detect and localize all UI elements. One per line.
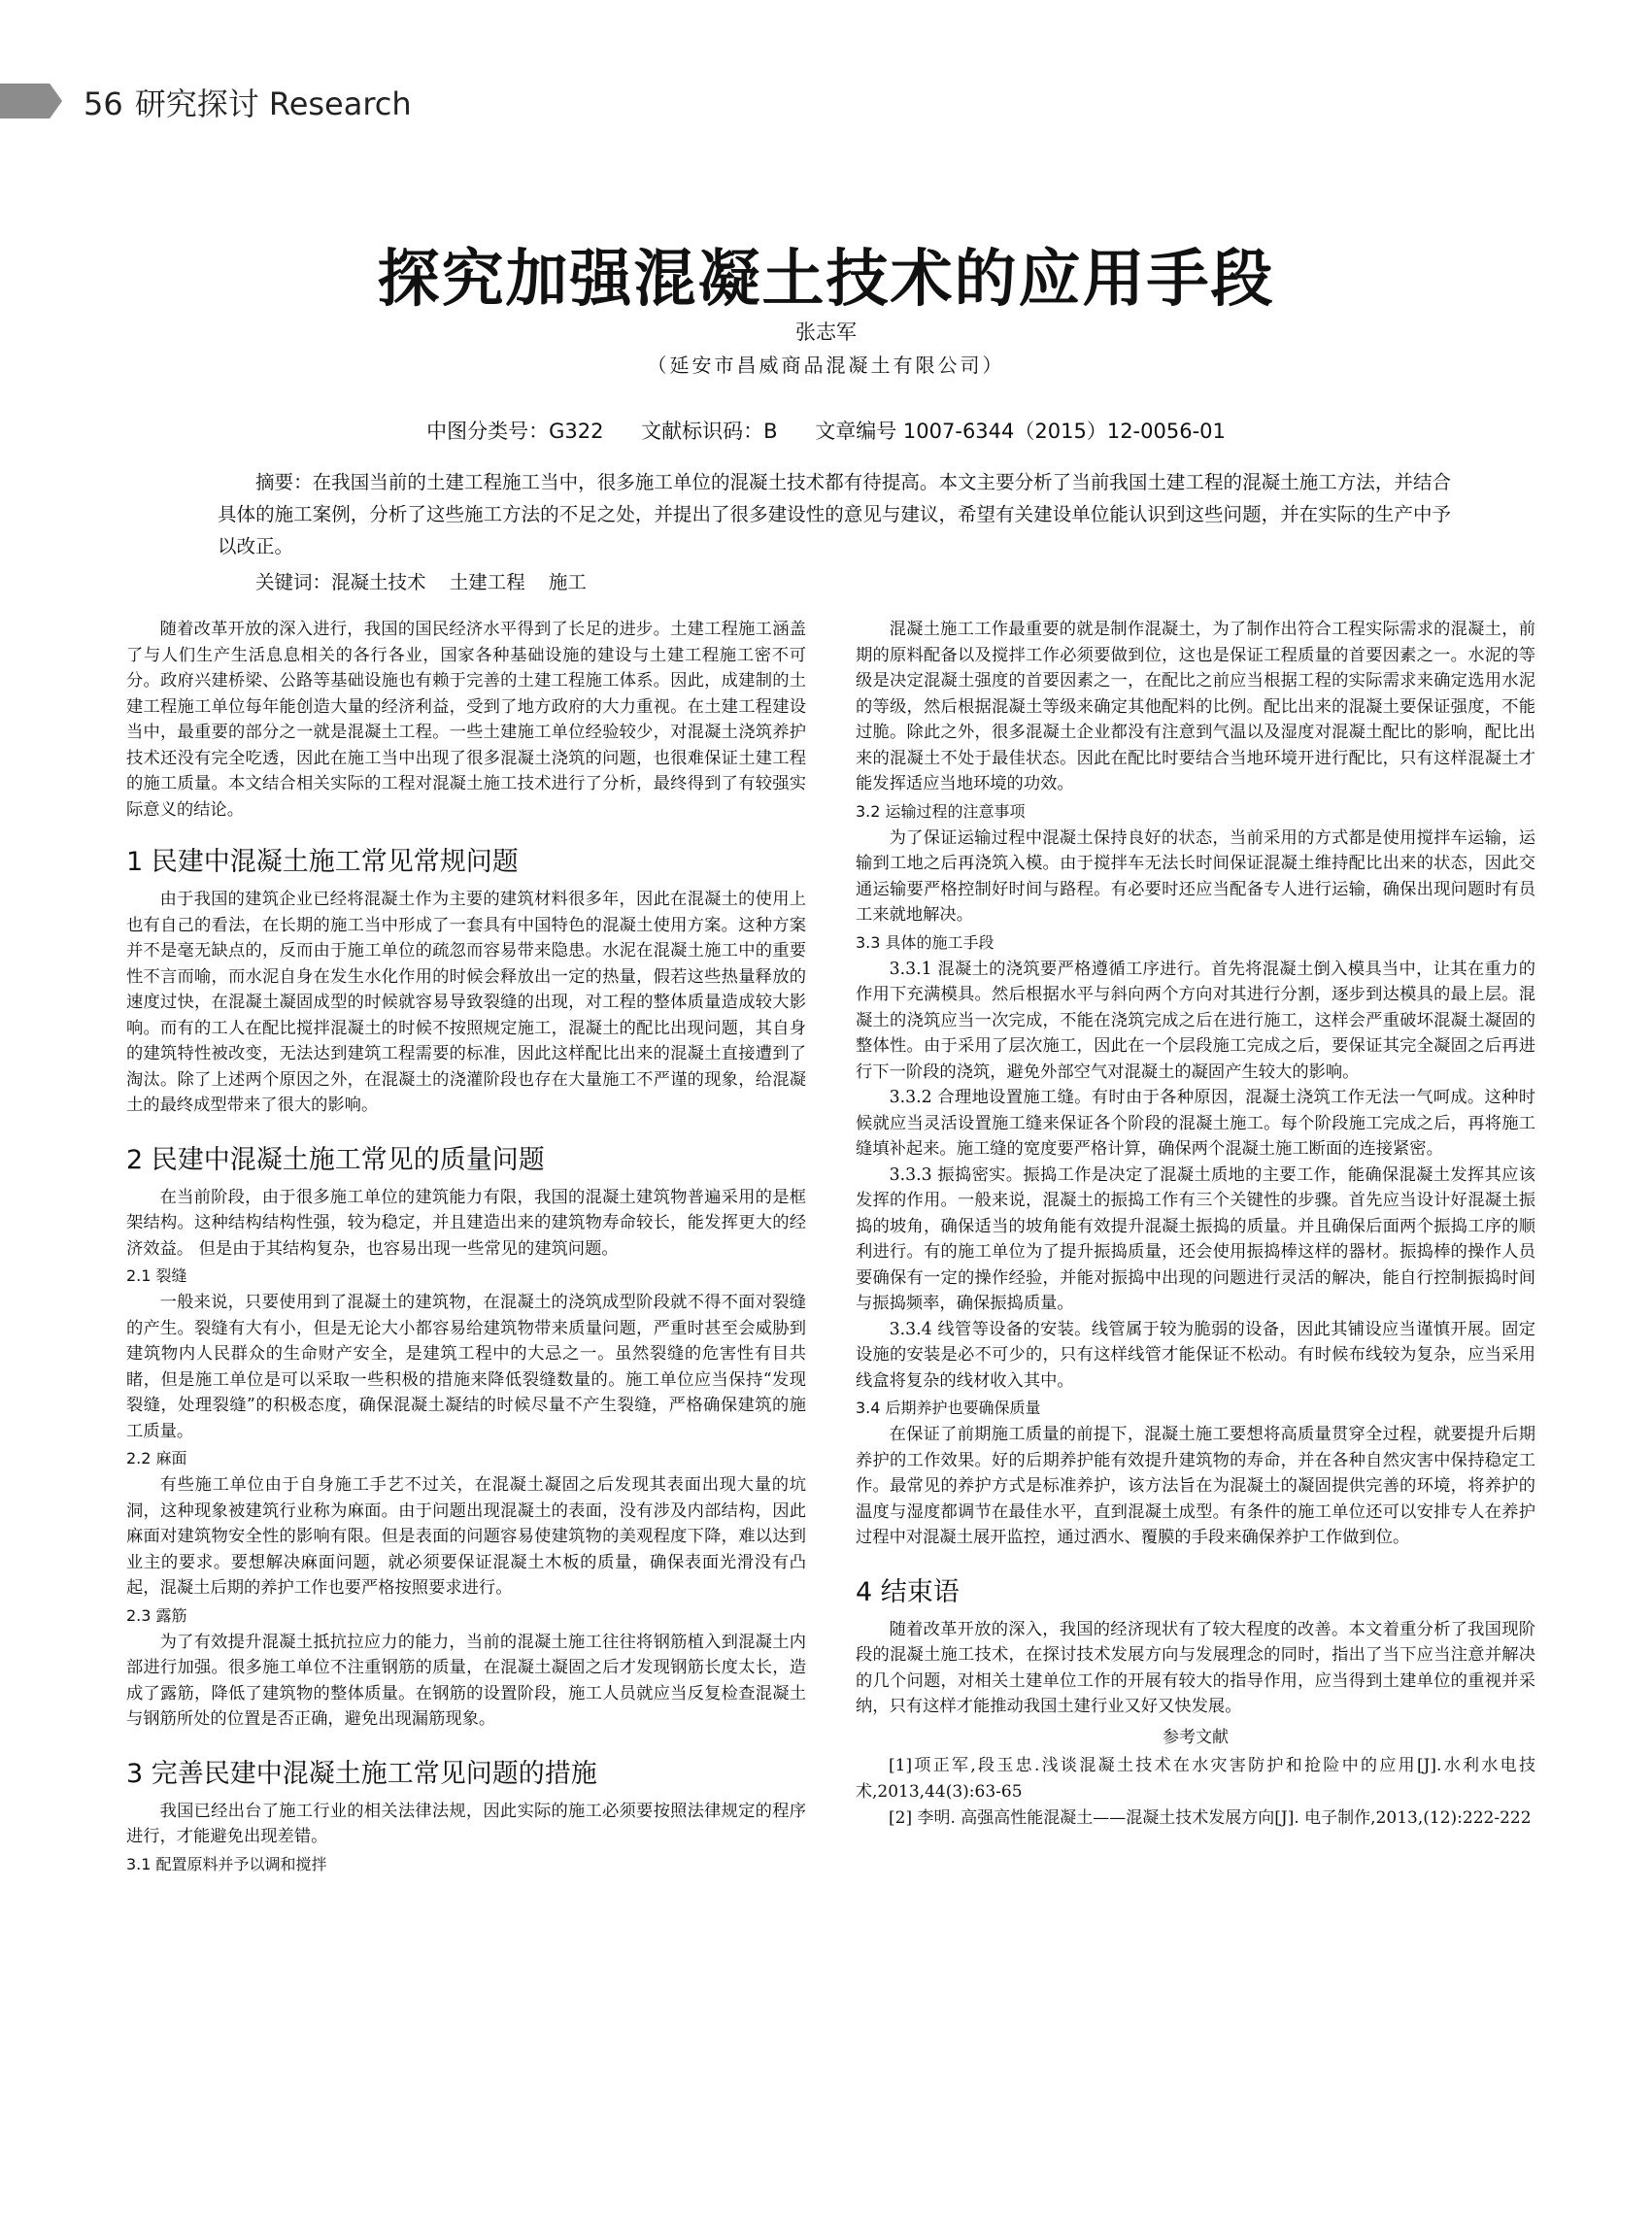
section-3-3-heading: 3.3 具体的施工手段 xyxy=(856,932,995,952)
section-2-3-paragraph: 为了有效提升混凝土抵抗拉应力的能力，当前的混凝土施工往往将钢筋植入到混凝土内部进行加强。很多施工单位不注重钢筋的质量，在混凝土凝固之后才发现钢筋长度太长，造成了露筋，降低了建筑物的整体质量。在钢筋的设置阶段，施工人员就应当反复检查混凝土与钢筋所处的位置是否正确，避免出现漏筋现象。 xyxy=(126,1632,806,1729)
section-3-4-heading: 3.4 后期养护也要确保质量 xyxy=(856,1399,1041,1417)
section-2-2-paragraph: 有些施工单位由于自身施工手艺不过关，在混凝土凝固之后发现其表面出现大量的坑洞，这种现象被建筑行业称为麻面。由于问题出现混凝土的表面，没有涉及内部结构，因此麻面对建筑物安全性的影响有限。但是表面的问题容易使建筑物的美观程度下降，难以达到业主的要求。要想解决麻面问题，就必须要保证混凝土木板的质量，确保表面光滑没有凸起，混凝土后期的养护工作也要严格按照要求进行。 xyxy=(126,1475,806,1598)
reference-item: [1]项正军,段玉忠.浅谈混凝土技术在水灾害防护和抢险中的应用[J].水利水电技术,2013,44(3):63-65 xyxy=(856,1755,1535,1802)
intro-paragraph: 随着改革开放的深入进行，我国的国民经济水平得到了长足的进步。土建工程施工涵盖了与人们生产生活息息相关的各行各业，国家各种基础设施的建设与土建工程施工密不可分。政府兴建桥梁、公路等基础设施也有赖于完善的土建工程施工体系。因此，成建制的土建工程施工单位每年能创造大量的经济利益，受到了地方政府的大力重视。在土建工程建设当中，最重要的部分之一就是混凝土工程。一些土建施工单位经验较少，对混凝土浇筑养护技术还没有完全吃透，因此在施工当中出现了很多混凝土浇筑的问题，也很难保证土建工程的施工质量。本文结合相关实际的工程对混凝土施工技术进行了分析，最终得到了有较强实际意义的结论。 xyxy=(126,620,806,820)
section-2-1-paragraph: 一般来说，只要使用到了混凝土的建筑物，在混凝土的浇筑成型阶段就不得不面对裂缝的产生。裂缝有大有小，但是无论大小都容易给建筑物带来质量问题，严重时甚至会威胁到建筑物内人民群众的生命财产安全，是建筑工程中的大忌之一。虽然裂缝的危害性有目共睹，但是施工单位是可以采取一些积极的措施来降低裂缝数量的。施工单位应当保持“发现裂缝，处理裂缝”的积极态度，确保混凝土凝结的时候尽量不产生裂缝，严格确保建筑的施工质量。 xyxy=(126,1293,806,1441)
keywords: 关键词：混凝土技术 土建工程 施工 xyxy=(255,571,587,593)
author-affiliation: （延安市昌威商品混凝土有限公司） xyxy=(647,354,1005,377)
section-4-heading: 4 结束语 xyxy=(856,1576,960,1607)
section-3-3-4-paragraph: 3.3.4 线管等设备的安装。线管属于较为脆弱的设备，因此其铺设应当谨慎开展。固定设施的安装是必不可少的，只有这样线管才能保证不松动。有时候布线较为复杂，应当采用线盒将复杂的线材收入其中。 xyxy=(856,1319,1535,1391)
right-column xyxy=(856,617,1535,1832)
section-4-paragraph: 随着改革开放的深入，我国的经济现状有了较大程度的改善。本文着重分析了我国现阶段的混凝土施工技术，在探讨技术发展方向与发展理念的同时，指出了当下应当注意并解决的几个问题，对相关土建单位工作的开展有较大的指导作用，应当得到土建单位的重视并采纳，只有这样才能推动我国土建行业又好又快发展。 xyxy=(856,1619,1535,1716)
section-3-1-heading: 3.1 配置原料并予以调和搅拌 xyxy=(126,1854,327,1873)
clc-number: 中图分类号：G322 xyxy=(426,420,604,443)
left-column xyxy=(126,617,806,1878)
running-header xyxy=(84,80,412,124)
section-3-2-paragraph: 为了保证运输过程中混凝土保持良好的状态，当前采用的方式都是使用搅拌车运输，运输到工地之后再浇筑入模。由于搅拌车无法长时间保证混凝土维持配比出来的状态，因此交通运输要严格控制好时间与路程。有必要时还应当配备专人进行运输，确保出现问题时有员工来就地解决。 xyxy=(856,827,1535,925)
classification-line xyxy=(0,416,1652,445)
page-number: 56 xyxy=(84,85,123,122)
section-2-1-heading: 2.1 裂缝 xyxy=(126,1266,187,1285)
references-heading: 参考文献 xyxy=(1163,1727,1229,1747)
section-label: 研究探讨 Research xyxy=(134,85,412,122)
section-3-2-heading: 3.2 运输过程的注意事项 xyxy=(856,801,1026,821)
section-3-paragraph: 我国已经出台了施工行业的相关法律法规，因此实际的施工必须要按照法律规定的程序进行，才能避免出现差错。 xyxy=(126,1801,806,1846)
section-1-paragraph: 由于我国的建筑企业已经将混凝土作为主要的建筑材料很多年，因此在混凝土的使用上也有自己的看法，在长期的施工当中形成了一套具有中国特色的混凝土使用方案。这种方案并不是毫无缺点的，反而由于施工单位的疏忽而容易带来隐患。水泥在混凝土施工中的重要性不言而喻，而水泥自身在发生水化作用的时候会释放出一定的热量，假若这些热量释放的速度过快，在混凝土凝固成型的时候就容易导致裂缝的出现，对工程的整体质量造成较大影响。而有的工人在配比搅拌混凝土的时候不按照规定施工，混凝土的配比出现问题，其自身的建筑特性被改变，无法达到建筑工程需要的标准，因此这样配比出来的混凝土直接遭到了淘汰。除了上述两个原因之外，在混凝土的浇灌阶段也存在大量施工不严谨的现象，给混凝土的最终成型带来了很大的影响。 xyxy=(126,890,806,1115)
section-3-heading: 3 完善民建中混凝土施工常见问题的措施 xyxy=(126,1758,597,1789)
document-code: 文献标识码：B xyxy=(641,420,778,443)
abstract xyxy=(218,466,1451,562)
section-3-4-paragraph: 在保证了前期施工质量的前提下，混凝土施工要想将高质量贯穿全过程，就要提升后期养护的工作效果。好的后期养护能有效提升建筑物的寿命，并在各种自然灾害中保持稳定工作。最常见的养护方式是标准养护，该方法旨在为混凝土的凝固提供完善的环境，将养护的温度与湿度都调节在最佳水平，直到混凝土成型。有条件的施工单位还可以安排专人在养护过程中对混凝土展开监控，通过洒水、覆膜的手段来确保养护工作做到位。 xyxy=(856,1425,1535,1547)
section-3-3-3-paragraph: 3.3.3 振捣密实。振捣工作是决定了混凝土质地的主要工作，能确保混凝土发挥其应该发挥的作用。一般来说，混凝土的振捣工作有三个关键性的步骤。首先应当设计好混凝土振捣的坡角，确保适当的坡角能有效提升混凝土振捣的质量。并且确保后面两个振捣工序的顺利进行。有的施工单位为了提升振捣质量，还会使用振捣棒这样的器材。振捣棒的操作人员要确保有一定的操作经验，并能对振捣中出现的问题进行灵活的解决，能自行控制振捣时间与振捣频率，确保振捣质量。 xyxy=(856,1164,1535,1313)
section-2-paragraph: 在当前阶段，由于很多施工单位的建筑能力有限，我国的混凝土建筑物普遍采用的是框架结构。这种结构结构性强，较为稳定，并且建造出来的建筑物寿命较长，能发挥更大的经济效益。 但是由于其结构复杂，也容易出现一些常见的建筑问题。 xyxy=(126,1187,806,1259)
reference-item: [2] 李明. 高强高性能混凝土——混凝土技术发展方向[J]. 电子制作,2013,(12):222-222 xyxy=(889,1807,1532,1828)
article-number: 文章编号 1007-6344（2015）12-0056-01 xyxy=(815,420,1226,443)
section-2-3-heading: 2.3 露筋 xyxy=(126,1605,187,1625)
author-name: 张志军 xyxy=(795,320,857,344)
header-arrow-marker xyxy=(0,84,62,118)
section-3-3-2-paragraph: 3.3.2 合理地设置施工缝。有时由于各种原因，混凝土浇筑工作无法一气呵成。这种时候就应当灵活设置施工缝来保证各个阶段的混凝土施工。每个阶段施工完成之后，再将施工缝填补起来。施工缝的宽度要严格计算，确保两个混凝土施工断面的连接紧密。 xyxy=(856,1088,1535,1159)
article-title: 探究加强混凝土技术的应用手段 xyxy=(377,243,1275,316)
section-1-heading: 1 民建中混凝土施工常见常规问题 xyxy=(126,847,519,877)
section-3-3-1-paragraph: 3.3.1 混凝土的浇筑要严格遵循工序进行。首先将混凝土倒入模具当中，让其在重力的作用下充满模具。然后根据水平与斜向两个方向对其进行分割，逐步到达模具的最上层。混凝土的浇筑应当一次完成，不能在浇筑完成之后在进行施工，这样会严重破坏混凝土凝固的整体性。由于采用了层次施工，因此在一个层段施工完成之后，要保证其完全凝固之后再进行下一阶段的浇筑，避免外部空气对混凝土的凝固产生较大的影响。 xyxy=(856,959,1535,1082)
section-3-1-paragraph: 混凝土施工工作最重要的就是制作混凝土，为了制作出符合工程实际需求的混凝土，前期的原料配备以及搅拌工作必须要做到位，这也是保证工程质量的首要因素之一。水泥的等级是决定混凝土强度的首要因素之一，在配比之前应当根据工程的实际需求来确定选用水泥的等级，然后根据混凝土等级来确定其他配料的比例。配比出来的混凝土要保证强度，不能过脆。除此之外，很多混凝土企业都没有注意到气温以及湿度对混凝土配比的影响，配比出来的混凝土不处于最佳状态。因此在配比时要结合当地环境开进行配比，只有这样混凝土才能发挥适应当地环境的功效。 xyxy=(856,620,1535,793)
section-2-2-heading: 2.2 麻面 xyxy=(126,1449,187,1467)
section-2-heading: 2 民建中混凝土施工常见的质量问题 xyxy=(126,1144,545,1175)
abstract-text: 摘要：在我国当前的土建工程施工当中，很多施工单位的混凝土技术都有待提高。本文主要分析了当前我国土建工程的混凝土施工方法，并结合具体的施工案例，分析了这些施工方法的不足之处，并提出了很多建设性的意见与建议，希望有关建设单位能认识到这些问题，并在实际的生产中予以改正。 xyxy=(218,471,1451,557)
